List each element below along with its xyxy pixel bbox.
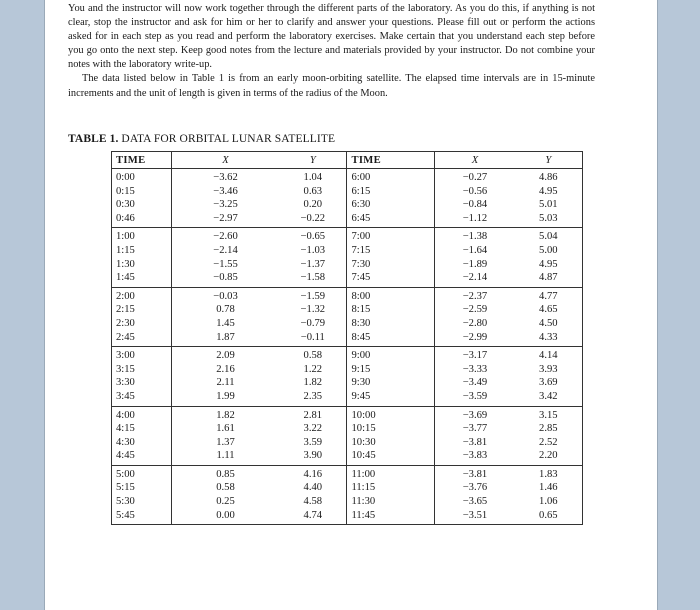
- table-value: 3.15: [539, 409, 558, 421]
- table-value: −3.59: [462, 390, 488, 402]
- table-value: −0.22: [300, 212, 326, 224]
- table-value: 3.93: [539, 363, 558, 375]
- table-value: 4.33: [539, 331, 558, 343]
- table-value: −0.65: [300, 231, 326, 243]
- table-value: −1.37: [300, 258, 326, 270]
- table-cell-y1: [279, 287, 347, 346]
- table-value: −0.79: [300, 317, 326, 329]
- table-value: 7:45: [351, 272, 371, 284]
- table-value: −3.46: [213, 185, 238, 197]
- table-value: −3.51: [462, 509, 488, 521]
- table-cell-x2: [435, 287, 515, 346]
- table-cell-x1: [171, 465, 279, 524]
- table-value: −1.59: [300, 290, 326, 302]
- table-cell-t1: [112, 228, 172, 287]
- table-cell-x2: [435, 347, 515, 406]
- table-caption-title: DATA FOR ORBITAL LUNAR SATELLITE: [121, 133, 336, 145]
- table-value: −2.59: [462, 304, 488, 316]
- table-value: 3.90: [303, 450, 323, 462]
- table-value: 3.59: [303, 436, 323, 448]
- header-x-2: X: [435, 152, 515, 169]
- table-value: −1.38: [462, 231, 488, 243]
- table-value: −3.17: [462, 350, 488, 362]
- table-value: 5.01: [539, 199, 558, 211]
- table-value: 1.61: [216, 423, 235, 435]
- table-value: −3.83: [462, 450, 488, 462]
- table-row-group: [112, 406, 583, 465]
- table-value: 1.83: [539, 468, 558, 480]
- table-value: 4:15: [116, 423, 135, 435]
- table-value: 9:45: [351, 390, 371, 402]
- table-value: 0.58: [303, 350, 323, 362]
- table-cell-y2: [515, 465, 583, 524]
- table-value: −1.12: [462, 212, 488, 224]
- table-cell-y1: [279, 347, 347, 406]
- table-value: 4.95: [539, 258, 558, 270]
- table-value: 6:45: [351, 212, 371, 224]
- table-value: −3.69: [462, 409, 488, 421]
- table-value: −3.25: [213, 199, 238, 211]
- table-value: 3:30: [116, 377, 135, 389]
- table-value: 0.63: [303, 185, 323, 197]
- table-value: −0.84: [462, 199, 488, 211]
- table-value: 10:45: [351, 450, 376, 462]
- table-cell-t1: [112, 465, 172, 524]
- table-value: −3.62: [213, 172, 238, 183]
- table-cell-t1: [112, 347, 172, 406]
- table-row-group: [112, 287, 583, 346]
- table-value: 0.58: [216, 482, 235, 494]
- table-cell-x2: [435, 406, 515, 465]
- table-value: 0:30: [116, 199, 135, 211]
- table-value: 2.52: [539, 436, 558, 448]
- table-value: 3:00: [116, 350, 135, 362]
- table-value: −0.27: [462, 172, 488, 183]
- table-cell-t1: [112, 406, 172, 465]
- table-row-group: [112, 465, 583, 524]
- table-cell-t2: [347, 228, 435, 287]
- table-cell-t2: [347, 287, 435, 346]
- table-cell-y1: [279, 228, 347, 287]
- table-cell-y2: [515, 228, 583, 287]
- table-cell-y2: [515, 169, 583, 228]
- table-value: 2.35: [303, 390, 323, 402]
- table-cell-t2: [347, 406, 435, 465]
- table-value: −0.56: [462, 185, 488, 197]
- table-value: 4.87: [539, 272, 558, 284]
- table-cell-y2: [515, 406, 583, 465]
- table-value: 1.22: [303, 363, 323, 375]
- table-cell-y1: [279, 406, 347, 465]
- table-cell-x2: [435, 228, 515, 287]
- table-cell-x1: [171, 228, 279, 287]
- table-value: 4.58: [303, 496, 323, 508]
- table-value: 9:30: [351, 377, 371, 389]
- table-value: 5:30: [116, 496, 135, 508]
- table-value: −2.14: [462, 272, 488, 284]
- table-value: 5:00: [116, 468, 135, 480]
- table-value: 0:46: [116, 212, 135, 224]
- table-header-row: [112, 152, 583, 169]
- table-value: 0.20: [303, 199, 323, 211]
- table-value: 7:00: [351, 231, 371, 243]
- table-value: 7:15: [351, 244, 371, 256]
- table-value: −3.65: [462, 496, 488, 508]
- header-time-2: TIME: [347, 152, 435, 169]
- table-value: 0.78: [216, 304, 235, 316]
- header-y-2: Y: [515, 152, 583, 169]
- table-value: 4:30: [116, 436, 135, 448]
- table-value: 8:45: [351, 331, 371, 343]
- table-row-group: [112, 169, 583, 228]
- table-value: 2:00: [116, 290, 135, 302]
- table-value: −0.85: [213, 272, 238, 284]
- table-value: −2.14: [213, 244, 238, 256]
- table-value: −1.03: [300, 244, 326, 256]
- table-value: 2.11: [216, 377, 235, 389]
- table-value: −1.58: [300, 272, 326, 284]
- table-value: 2.16: [216, 363, 235, 375]
- table-value: 4.95: [539, 185, 558, 197]
- table-value: 5.03: [539, 212, 558, 224]
- header-y-1: Y: [279, 152, 347, 169]
- table-value: 1:00: [116, 231, 135, 243]
- table-value: 2.81: [303, 409, 323, 421]
- table-value: −0.03: [213, 290, 238, 302]
- table-value: 8:15: [351, 304, 371, 316]
- table-value: 9:00: [351, 350, 371, 362]
- table-value: 2:30: [116, 317, 135, 329]
- table-value: 5.04: [539, 231, 558, 243]
- table-value: 4.77: [539, 290, 558, 302]
- table-cell-x2: [435, 465, 515, 524]
- table-value: 4.50: [539, 317, 558, 329]
- table-caption: [68, 133, 335, 145]
- orbital-data-table: [111, 151, 583, 525]
- table-value: 9:15: [351, 363, 371, 375]
- table-row-group: [112, 228, 583, 287]
- table-value: 1.04: [303, 172, 323, 183]
- table-value: 4.14: [539, 350, 558, 362]
- table-cell-t2: [347, 347, 435, 406]
- table-value: 0:00: [116, 172, 135, 183]
- table-value: 6:30: [351, 199, 371, 211]
- table-value: 3:15: [116, 363, 135, 375]
- table-cell-t2: [347, 465, 435, 524]
- table-value: 1.99: [216, 390, 235, 402]
- table-cell-y1: [279, 465, 347, 524]
- table-value: 4.16: [303, 468, 323, 480]
- table-value: 10:30: [351, 436, 376, 448]
- table-value: 0.85: [216, 468, 235, 480]
- table-value: 2:15: [116, 304, 135, 316]
- table-value: 1:45: [116, 272, 135, 284]
- paragraph-data-description: The data listed below in Table 1 is from an early moon-orbiting satellite. The elapsed time intervals are in 15-minute increments and the unit of length is given in terms of the radius of the Moon.: [68, 73, 595, 99]
- table-value: 3.22: [303, 423, 323, 435]
- table-value: 1.82: [303, 377, 323, 389]
- table-cell-x1: [171, 287, 279, 346]
- table-cell-y2: [515, 347, 583, 406]
- table-value: 10:00: [351, 409, 376, 421]
- table-value: −0.11: [300, 331, 325, 343]
- table-value: 4.65: [539, 304, 558, 316]
- table-value: 5:45: [116, 509, 135, 521]
- table-value: −1.64: [462, 244, 488, 256]
- table-value: 3:45: [116, 390, 135, 402]
- table-value: 7:30: [351, 258, 371, 270]
- table-value: 4:45: [116, 450, 135, 462]
- table-value: 1.06: [539, 496, 558, 508]
- table-value: 5.00: [539, 244, 558, 256]
- table-value: 1:15: [116, 244, 135, 256]
- table-value: 4.86: [539, 172, 558, 183]
- table-cell-x1: [171, 169, 279, 228]
- table-value: 4:00: [116, 409, 135, 421]
- table-value: −3.33: [462, 363, 488, 375]
- table-value: −2.80: [462, 317, 488, 329]
- table-cell-x1: [171, 406, 279, 465]
- table-value: 8:00: [351, 290, 371, 302]
- instructions-text: [68, 2, 595, 101]
- table-value: 0.65: [539, 509, 558, 521]
- table-value: 4.40: [303, 482, 323, 494]
- table-value: −1.55: [213, 258, 238, 270]
- table-value: 0.25: [216, 496, 235, 508]
- table-value: 4.74: [303, 509, 323, 521]
- table-value: 10:15: [351, 423, 376, 435]
- table-value: 8:30: [351, 317, 371, 329]
- table-value: −2.99: [462, 331, 488, 343]
- table-value: 1:30: [116, 258, 135, 270]
- paragraph-instructions: You and the instructor will now work together through the different parts of the laboratory. As you do this, if anything is not clear, stop the instructor and ask for him or her to clarify and answer your questions. Please fill out or perform the actions asked for in each step as you read and perform the laboratory exercises. Make certain that you understand each step before you go onto the next step. Keep good notes from the lecture and materials provided by your instructor. Do not combine your notes with the laboratory write-up.: [68, 3, 595, 71]
- table-value: −2.37: [462, 290, 488, 302]
- table-cell-x2: [435, 169, 515, 228]
- table-cell-t2: [347, 169, 435, 228]
- table-value: 3.69: [539, 377, 558, 389]
- table-body: [112, 169, 583, 525]
- table-cell-t1: [112, 169, 172, 228]
- header-time-1: TIME: [112, 152, 172, 169]
- table-value: 11:15: [351, 482, 376, 494]
- table-value: 3.42: [539, 390, 558, 402]
- table-value: 1.45: [216, 317, 235, 329]
- table-value: 1.87: [216, 331, 235, 343]
- table-value: −1.32: [300, 304, 326, 316]
- table-value: 0:15: [116, 185, 135, 197]
- table-value: −3.81: [462, 468, 488, 480]
- table-value: 6:15: [351, 185, 371, 197]
- table-value: −2.97: [213, 212, 238, 224]
- table-value: 11:45: [351, 509, 376, 521]
- table-value: 11:30: [351, 496, 376, 508]
- table-value: 2:45: [116, 331, 135, 343]
- table-value: −3.77: [462, 423, 488, 435]
- table-cell-x1: [171, 347, 279, 406]
- table-value: −3.81: [462, 436, 488, 448]
- table-value: −3.49: [462, 377, 488, 389]
- table-value: 2.20: [539, 450, 558, 462]
- table-value: 0.00: [216, 509, 235, 521]
- table-value: 6:00: [351, 172, 371, 183]
- table-caption-label: TABLE 1.: [68, 133, 119, 145]
- table-value: 5:15: [116, 482, 135, 494]
- table-cell-y2: [515, 287, 583, 346]
- header-x-1: X: [171, 152, 279, 169]
- table-value: 1.37: [216, 436, 235, 448]
- table-cell-y1: [279, 169, 347, 228]
- table-value: 1.82: [216, 409, 235, 421]
- table-value: −1.89: [462, 258, 488, 270]
- table-value: 1.11: [216, 450, 235, 462]
- table-row-group: [112, 347, 583, 406]
- table-value: 2.09: [216, 350, 235, 362]
- table-value: 1.46: [539, 482, 558, 494]
- table-value: −2.60: [213, 231, 238, 243]
- table-value: −3.76: [462, 482, 488, 494]
- table-cell-t1: [112, 287, 172, 346]
- table-value: 2.85: [539, 423, 558, 435]
- table-value: 11:00: [351, 468, 376, 480]
